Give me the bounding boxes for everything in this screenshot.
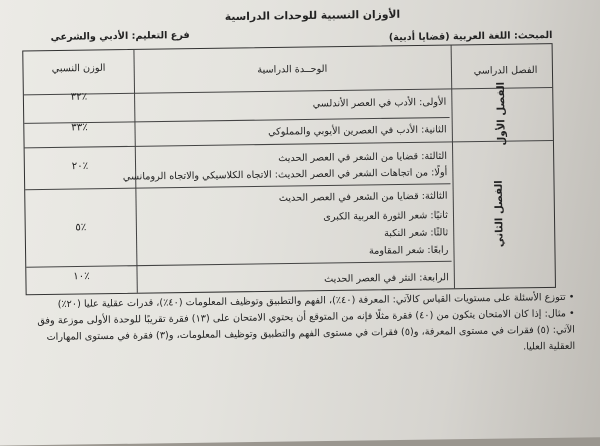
note-line: • تتوزع الأسئلة على مستويات القياس كالآتي: المعرفة (٤٠٪)، الفهم والتطبيق وتوظيف المعلومات (٤٠٪)، قدرات عقلية عليا (٢٠٪) <box>57 291 575 311</box>
unit-2-weight: ٣٣٪ <box>71 122 88 134</box>
header-unit: الوحــدة الدراسية <box>257 63 328 76</box>
row-divider <box>25 183 450 190</box>
note-line: العقلية العليا. <box>522 340 576 353</box>
unit-5-text: الرابعة: النثر في العصر الحديث <box>324 272 449 285</box>
unit-4-text-line-4: رابعًا: شعر المقاومة <box>368 244 449 257</box>
unit-3-text-line-1: الثالثة: قضايا من الشعر في العصر الحديث <box>278 150 448 165</box>
subject-label: المبحث: اللغة العربية (قضايا أدبية) <box>388 29 553 44</box>
note-line: • مثال: إذا كان الامتحان يتكون من (٤٠) فقرة مثلًا فإنه من المتوقع أن يحتوي الامتحان على (١٣) فقرة تقريبًا للوحدة الأولى موزعة وفق <box>37 308 575 327</box>
unit-1-weight: ٣٢٪ <box>70 91 88 103</box>
unit-4-text-line-3: ثالثًا: شعر النكبة <box>383 227 449 240</box>
unit-4-text-line-2: ثانيًا: شعر الثورة العربية الكبرى <box>323 209 448 223</box>
unit-5-weight: ١٠٪ <box>73 270 90 283</box>
branch-label: فرع التعليم: الأدبي والشرعي <box>50 29 190 43</box>
unit-3-text-line-2: أولًا: من اتجاهات الشعر في العصر الحديث: الاتجاه الكلاسيكي والاتجاه الرومانسي <box>122 166 448 183</box>
header-weight: الوزن النسبي <box>51 62 106 75</box>
weights-table <box>22 43 556 295</box>
column-divider <box>451 46 455 289</box>
unit-3-weight: ٢٠٪ <box>71 160 89 173</box>
row-divider <box>26 261 451 268</box>
semester-2-label: الفصل الثاني <box>493 180 506 248</box>
document-title: الأوزان النسبية للوحدات الدراسية <box>224 8 401 24</box>
notes-section <box>26 290 576 363</box>
unit-4-text-line-1: الثالثة: قضايا من الشعر في العصر الحديث <box>278 190 448 205</box>
unit-1-text: الأولى: الأدب في العصر الأندلسي <box>312 96 447 110</box>
header-semester: الفصل الدراسي <box>473 64 538 77</box>
semester-1-label: الفصل الأول <box>495 81 508 146</box>
unit-2-text: الثانية: الأدب في العصرين الأيوبي والمملوكي <box>267 124 447 138</box>
note-line: الآتي: (٥) فقرات في مستوى المعرفة، و(٥) فقرات في مستوى الفهم والتطبيق وتوظيف المعلومات، و(٣) فقرة في مستوى المهارات <box>46 324 576 343</box>
semester-divider <box>25 140 553 148</box>
unit-4-weight: ٥٪ <box>75 222 87 234</box>
